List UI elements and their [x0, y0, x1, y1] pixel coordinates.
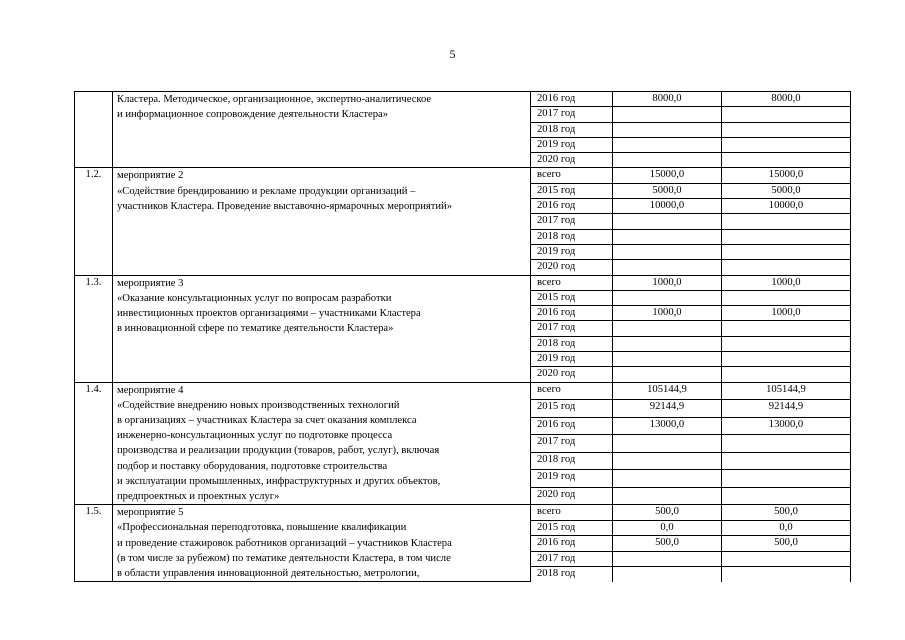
- amount-source-cell: [722, 336, 851, 351]
- year-cell: 2016 год: [531, 92, 613, 107]
- item-number: 1.4.: [75, 382, 113, 505]
- amount-total-cell: [613, 470, 722, 488]
- amount-source-cell: [722, 229, 851, 244]
- year-cell: 2015 год: [531, 290, 613, 305]
- year-cell: 2020 год: [531, 367, 613, 382]
- amount-source-cell: 500,0: [722, 505, 851, 521]
- amount-source-cell: [722, 470, 851, 488]
- description-line: в инновационной сфере по тематике деятельности Кластера»: [117, 323, 394, 335]
- description-line: и эксплуатации промышленных, инфраструктурных и других объектов,: [117, 475, 441, 487]
- amount-total-cell: 1000,0: [613, 306, 722, 321]
- item-description: [113, 275, 531, 382]
- description-line: в области управления инновационной деятельностью, метрологии,: [117, 568, 420, 580]
- item-description: [113, 92, 531, 168]
- amount-source-cell: [722, 352, 851, 367]
- year-cell: 2017 год: [531, 435, 613, 453]
- amount-source-cell: [722, 107, 851, 122]
- year-cell: 2019 год: [531, 137, 613, 152]
- description-line: подбор и поставку оборудования, подготовке строительства: [117, 460, 388, 472]
- table-row: [75, 382, 851, 400]
- year-cell: всего: [531, 505, 613, 521]
- amount-source-cell: [722, 435, 851, 453]
- amount-total-cell: 10000,0: [613, 199, 722, 214]
- amount-source-cell: 15000,0: [722, 168, 851, 183]
- amount-source-cell: [722, 290, 851, 305]
- amount-total-cell: [613, 107, 722, 122]
- description-line: мероприятие 3: [117, 277, 184, 289]
- year-cell: 2016 год: [531, 536, 613, 552]
- table-row: [75, 505, 851, 521]
- item-number: 1.3.: [75, 275, 113, 382]
- amount-source-cell: [722, 244, 851, 259]
- year-cell: 2016 год: [531, 306, 613, 321]
- amount-total-cell: [613, 435, 722, 453]
- amount-source-cell: 0,0: [722, 520, 851, 536]
- description-line: мероприятие 4: [117, 384, 184, 396]
- year-cell: 2015 год: [531, 183, 613, 198]
- description-line: мероприятие 2: [117, 170, 184, 182]
- amount-source-cell: [722, 487, 851, 505]
- description-line: «Профессиональная переподготовка, повышение квалификации: [117, 522, 407, 534]
- amount-total-cell: [613, 352, 722, 367]
- year-cell: 2017 год: [531, 214, 613, 229]
- amount-source-cell: [722, 452, 851, 470]
- amount-total-cell: [613, 214, 722, 229]
- amount-total-cell: 1000,0: [613, 275, 722, 290]
- year-cell: 2019 год: [531, 352, 613, 367]
- description-line: производства и реализации продукции (товаров, работ, услуг), включая: [117, 445, 440, 457]
- amount-source-cell: [722, 551, 851, 567]
- description-line: предпроектных и проектных услуг»: [117, 491, 280, 503]
- amount-total-cell: [613, 336, 722, 351]
- amount-total-cell: 5000,0: [613, 183, 722, 198]
- budget-table: [74, 91, 851, 582]
- item-description: [113, 505, 531, 582]
- amount-total-cell: 500,0: [613, 536, 722, 552]
- year-cell: 2017 год: [531, 107, 613, 122]
- year-cell: 2018 год: [531, 229, 613, 244]
- year-cell: 2018 год: [531, 452, 613, 470]
- amount-source-cell: 105144,9: [722, 382, 851, 400]
- amount-source-cell: [722, 567, 851, 582]
- description-line: инвестиционных проектов организациями – участниками Кластера: [117, 307, 421, 319]
- amount-total-cell: 13000,0: [613, 417, 722, 435]
- year-cell: 2018 год: [531, 122, 613, 137]
- description-line: (в том числе за рубежом) по тематике деятельности Кластера, в том числе: [117, 552, 451, 564]
- year-cell: всего: [531, 275, 613, 290]
- table-body: [75, 92, 851, 582]
- table-row: [75, 275, 851, 290]
- amount-total-cell: [613, 137, 722, 152]
- item-description: [113, 382, 531, 505]
- description-line: инженерно-консультационных услуг по подготовке процесса: [117, 430, 393, 442]
- year-cell: 2016 год: [531, 417, 613, 435]
- description-line: в организациях – участниках Кластера за счет оказания комплекса: [117, 415, 417, 427]
- item-description: [113, 168, 531, 275]
- amount-total-cell: [613, 260, 722, 275]
- amount-source-cell: 10000,0: [722, 199, 851, 214]
- amount-source-cell: 8000,0: [722, 92, 851, 107]
- year-cell: всего: [531, 168, 613, 183]
- description-line: и информационное сопровождение деятельности Кластера»: [117, 109, 389, 121]
- amount-total-cell: [613, 244, 722, 259]
- amount-total-cell: [613, 122, 722, 137]
- amount-total-cell: [613, 567, 722, 582]
- item-number: 1.2.: [75, 168, 113, 275]
- amount-total-cell: [613, 290, 722, 305]
- description-line: «Оказание консультационных услуг по вопросам разработки: [117, 292, 392, 304]
- page-number: 5: [449, 47, 456, 61]
- table-row: [75, 168, 851, 183]
- description-line: «Содействие внедрению новых производственных технологий: [117, 399, 400, 411]
- amount-total-cell: 15000,0: [613, 168, 722, 183]
- amount-source-cell: 1000,0: [722, 306, 851, 321]
- amount-total-cell: [613, 229, 722, 244]
- year-cell: 2018 год: [531, 336, 613, 351]
- amount-total-cell: [613, 321, 722, 336]
- year-cell: 2020 год: [531, 153, 613, 168]
- description-line: «Содействие брендированию и рекламе продукции организаций –: [117, 185, 416, 197]
- amount-total-cell: [613, 487, 722, 505]
- amount-total-cell: 8000,0: [613, 92, 722, 107]
- amount-source-cell: 500,0: [722, 536, 851, 552]
- amount-source-cell: 92144,9: [722, 400, 851, 418]
- amount-source-cell: [722, 153, 851, 168]
- year-cell: 2017 год: [531, 551, 613, 567]
- year-cell: всего: [531, 382, 613, 400]
- description-line: мероприятие 5: [117, 507, 184, 519]
- description-line: и проведение стажировок работников организаций – участников Кластера: [117, 537, 452, 549]
- amount-total-cell: [613, 367, 722, 382]
- description-line: участников Кластера. Проведение выставочно-ярмарочных мероприятий»: [117, 200, 453, 212]
- amount-source-cell: [722, 321, 851, 336]
- year-cell: 2019 год: [531, 470, 613, 488]
- amount-source-cell: [722, 122, 851, 137]
- amount-source-cell: [722, 367, 851, 382]
- amount-total-cell: [613, 153, 722, 168]
- year-cell: 2018 год: [531, 567, 613, 582]
- year-cell: 2016 год: [531, 199, 613, 214]
- amount-total-cell: [613, 452, 722, 470]
- table-row: [75, 92, 851, 107]
- amount-source-cell: 5000,0: [722, 183, 851, 198]
- item-number: 1.5.: [75, 505, 113, 582]
- year-cell: 2020 год: [531, 260, 613, 275]
- year-cell: 2019 год: [531, 244, 613, 259]
- amount-source-cell: 1000,0: [722, 275, 851, 290]
- year-cell: 2015 год: [531, 400, 613, 418]
- description-line: Кластера. Методическое, организационное, экспертно-аналитическое: [117, 94, 432, 105]
- amount-source-cell: [722, 137, 851, 152]
- year-cell: 2017 год: [531, 321, 613, 336]
- amount-total-cell: 500,0: [613, 505, 722, 521]
- amount-source-cell: [722, 260, 851, 275]
- amount-total-cell: 105144,9: [613, 382, 722, 400]
- year-cell: 2020 год: [531, 487, 613, 505]
- amount-total-cell: [613, 551, 722, 567]
- amount-source-cell: [722, 214, 851, 229]
- amount-source-cell: 13000,0: [722, 417, 851, 435]
- amount-total-cell: 92144,9: [613, 400, 722, 418]
- year-cell: 2015 год: [531, 520, 613, 536]
- amount-total-cell: 0,0: [613, 520, 722, 536]
- item-number: [75, 92, 113, 168]
